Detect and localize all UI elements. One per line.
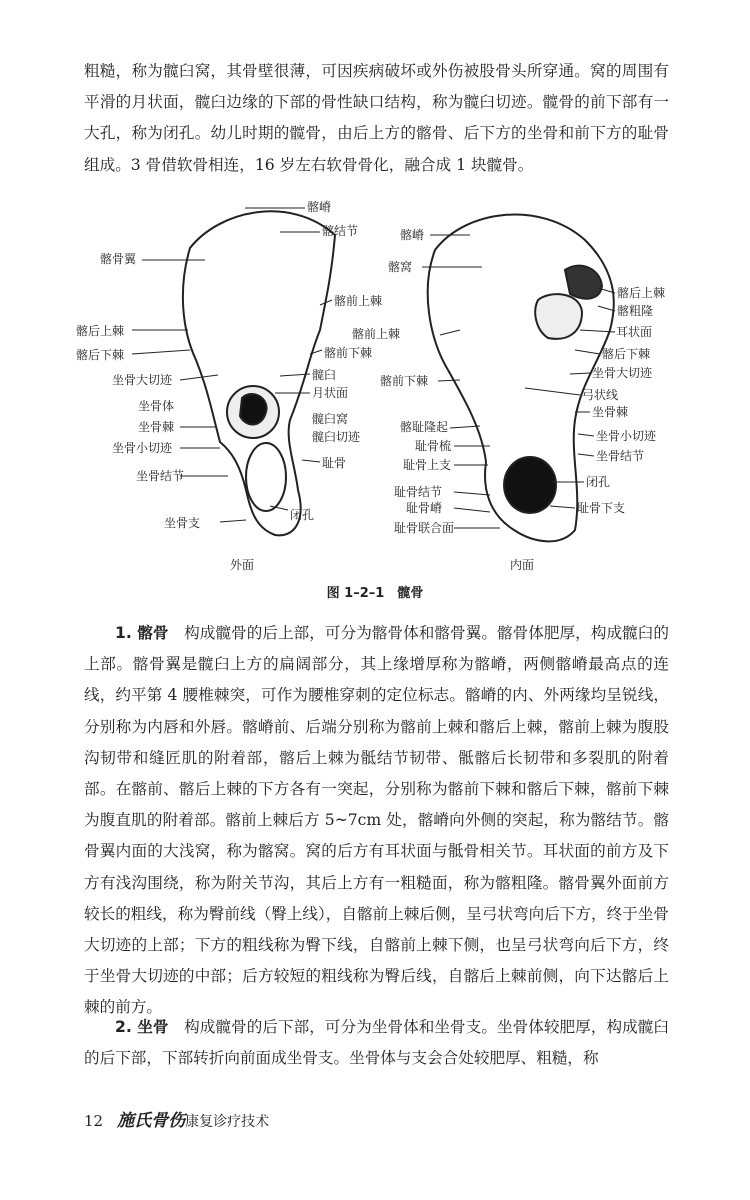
label-inner-asis: 髂前上棘	[352, 327, 401, 341]
inner-obturator-foramen	[504, 457, 556, 513]
label-iliac-wing: 髂骨翼	[100, 252, 137, 266]
figure-caption: 图 1–2–1 髋骨	[326, 586, 424, 601]
label-arcuate-line: 弓状线	[582, 388, 619, 402]
label-ischial-tuberosity: 坐骨结节	[136, 469, 185, 483]
label-acetabular-fossa: 髋臼窝	[312, 412, 349, 426]
section-iliac-bone-heading: 1. 髂骨	[115, 624, 169, 642]
outer-acetabular-fossa	[240, 394, 267, 425]
label-inner-aiis: 髂前下棘	[380, 374, 429, 388]
page-number: 12	[84, 1112, 104, 1130]
label-inner-obturator-foramen: 闭孔	[586, 475, 611, 489]
label-iliac-fossa: 髂窝	[388, 260, 413, 274]
section-ischium	[84, 1012, 669, 1074]
label-pubis: 耻骨	[322, 456, 347, 470]
label-iliac-tuberosity: 髂粗隆	[617, 304, 654, 318]
outer-view-label: 外面	[230, 558, 255, 572]
label-greater-sciatic-notch: 坐骨大切迹	[112, 373, 173, 387]
label-ischial-ramus: 坐骨支	[164, 516, 201, 530]
label-iliopubic-eminence: 髂耻隆起	[400, 420, 449, 434]
section-ischium-heading: 2. 坐骨	[115, 1018, 169, 1036]
label-aiis: 髂前下棘	[324, 346, 373, 360]
outer-obturator-foramen	[246, 443, 286, 511]
label-acetabulum: 髋臼	[312, 368, 337, 382]
inner-auricular-surface	[535, 294, 582, 339]
book-title: 施氏骨伤	[117, 1111, 186, 1131]
section-iliac-bone-body: 构成髋骨的后上部，可分为髂骨体和髂骨翼。髂骨体肥厚，构成髋臼的上部。髂骨翼是髋臼上方的扁阔部分，其上缘增厚称为髂嵴，两侧髂嵴最高点的连线，约平第 4 腰椎棘突，可作为腰椎穿刺的定位标志。髂嵴的内、外两缘均呈锐线，分别称为内唇和外唇。髂嵴前、后端分别称为髂前上棘和髂后上棘，髂前上棘为腹股沟韧带和缝匠肌的附着部，髂后上棘为骶结节韧带、骶髂后长韧带和多裂肌的附着部。在髂前、髂后上棘的下方各有一突起，分别称为髂前下棘和髂后下棘，髂前下棘为腹直肌的附着部。髂前上棘后方 5~7cm 处，髂嵴向外侧的突起，称为髂结节。髂骨翼内面的大浅窝，称为髂窝。窝的后方有耳状面与骶骨相关节。耳状面的前方及下方有浅沟围绕，称为附关节沟，其后上方有一粗糙面，称为髂粗隆。髂骨翼外面前方较长的粗线，称为臀前线（臀上线），自髂前上棘后侧，呈弓状弯向后下方，终于坐骨大切迹的上部；下方的粗线称为臀下线，自髂前上棘下侧，也呈弓状弯向后下方，终于坐骨大切迹的中部；后方较短的粗线称为臀后线，自髂后上棘前侧，向下达髂后上棘的前方。	[84, 624, 669, 1017]
label-inner-iliac-crest: 髂嵴	[400, 228, 425, 242]
label-ischial-spine: 坐骨棘	[138, 420, 175, 434]
label-piis: 髂后下棘	[76, 348, 125, 362]
label-asis: 髂前上棘	[334, 294, 383, 308]
label-iliac-tubercle: 髂结节	[322, 224, 359, 238]
label-psis: 髂后上棘	[76, 324, 125, 338]
label-inner-lesser-sciatic-notch: 坐骨小切迹	[596, 429, 657, 443]
label-pubic-tubercle: 耻骨结节	[394, 485, 443, 499]
label-lesser-sciatic-notch: 坐骨小切迹	[112, 441, 173, 455]
label-obturator-foramen: 闭孔	[290, 508, 315, 522]
label-inner-piis: 髂后下棘	[602, 347, 651, 361]
label-pecten-pubis: 耻骨梳	[415, 439, 452, 453]
inner-view-label: 内面	[510, 558, 535, 572]
section-ischium-body: 构成髋骨的后下部，可分为坐骨体和坐骨支。坐骨体较肥厚，构成髋臼的后下部，下部转折向前面成坐骨支。坐骨体与支会合处较肥厚、粗糙，称	[84, 1018, 669, 1068]
label-iliac-crest: 髂嵴	[307, 200, 332, 214]
label-pubic-symphysis-surface: 耻骨联合面	[394, 521, 455, 535]
label-ischium-body: 坐骨体	[138, 399, 175, 413]
label-inner-ischial-spine: 坐骨棘	[592, 405, 629, 419]
label-inner-psis: 髂后上棘	[617, 286, 666, 300]
intro-paragraph: 粗糙，称为髋臼窝，其骨壁很薄，可因疾病破坏或外伤被股骨头所穿通。窝的周围有平滑的月状面，髋臼边缘的下部的骨性缺口结构，称为髋臼切迹。髋骨的前下部有一大孔，称为闭孔。幼儿时期的髋骨，由后上方的髂骨、后下方的坐骨和前下方的耻骨组成。3 骨借软骨相连，16 岁左右软骨骨化，融合成 1 块髋骨。	[84, 62, 669, 174]
book-subtitle: 康复诊疗技术	[185, 1114, 270, 1130]
label-inner-greater-sciatic-notch: 坐骨大切迹	[592, 366, 653, 380]
label-inferior-pubic-ramus: 耻骨下支	[577, 501, 626, 515]
label-superior-pubic-ramus: 耻骨上支	[403, 458, 452, 472]
section-iliac-bone	[84, 618, 669, 1024]
label-lunate-surface: 月状面	[312, 386, 349, 400]
label-pubic-crest: 耻骨嵴	[406, 501, 443, 515]
label-acetabular-notch: 髋臼切迹	[312, 430, 361, 444]
label-inner-ischial-tuberosity: 坐骨结节	[596, 449, 645, 463]
hip-bone-figure	[70, 190, 685, 610]
label-auricular-surface: 耳状面	[616, 325, 653, 339]
page-footer	[84, 1106, 269, 1131]
